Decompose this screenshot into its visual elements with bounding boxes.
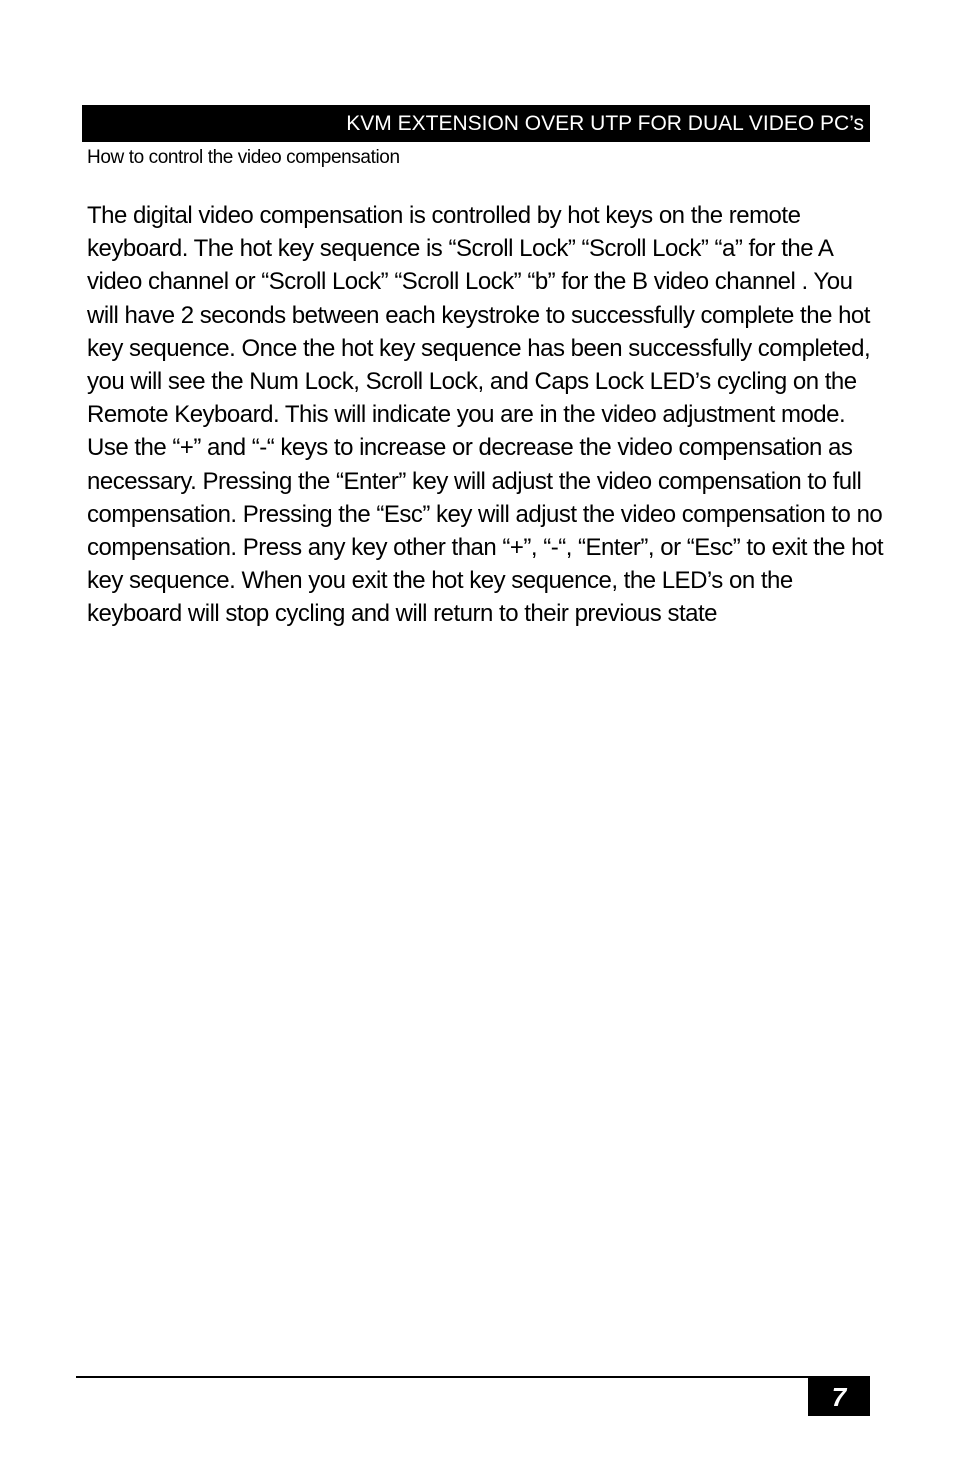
body-line: compensation. Pressing the “Esc” key will adjust the video compensation to no xyxy=(87,500,883,528)
body-line: key sequence. When you exit the hot key sequence, the LED’s on the xyxy=(87,567,793,595)
body-line: you will see the Num Lock, Scroll Lock, and Caps Lock LED’s cycling on the xyxy=(87,368,857,396)
body-line: Remote Keyboard. This will indicate you are in the video adjustment mode. xyxy=(87,401,846,429)
footer-rule xyxy=(76,1376,870,1378)
page-number: 7 xyxy=(831,1382,847,1412)
body-line: The digital video compensation is controlled by hot keys on the remote xyxy=(87,202,801,229)
page-number-box xyxy=(808,1378,870,1416)
body-line: necessary. Pressing the “Enter” key will adjust the video compensation to full xyxy=(87,467,862,495)
section-heading: How to control the video compensation xyxy=(87,147,400,168)
body-paragraph xyxy=(87,199,883,631)
body-line: will have 2 seconds between each keystroke to successfully complete the hot xyxy=(87,301,870,329)
body-line: compensation. Press any key other than “+”, “-“, “Enter”, or “Esc” to exit the hot xyxy=(87,534,883,562)
body-line: key sequence. Once the hot key sequence has been successfully completed, xyxy=(87,334,871,362)
document-title: KVM EXTENSION OVER UTP FOR DUAL VIDEO PC’s xyxy=(346,112,864,135)
header-bar xyxy=(82,105,870,142)
body-line: Use the “+” and “-“ keys to increase or decrease the video compensation as xyxy=(87,434,853,462)
body-line: keyboard. The hot key sequence is “Scroll Lock” “Scroll Lock” “a” for the A xyxy=(87,235,834,263)
body-line: video channel or “Scroll Lock” “Scroll Lock” “b” for the B video channel . You xyxy=(87,268,853,296)
body-line: keyboard will stop cycling and will return to their previous state xyxy=(87,600,717,628)
